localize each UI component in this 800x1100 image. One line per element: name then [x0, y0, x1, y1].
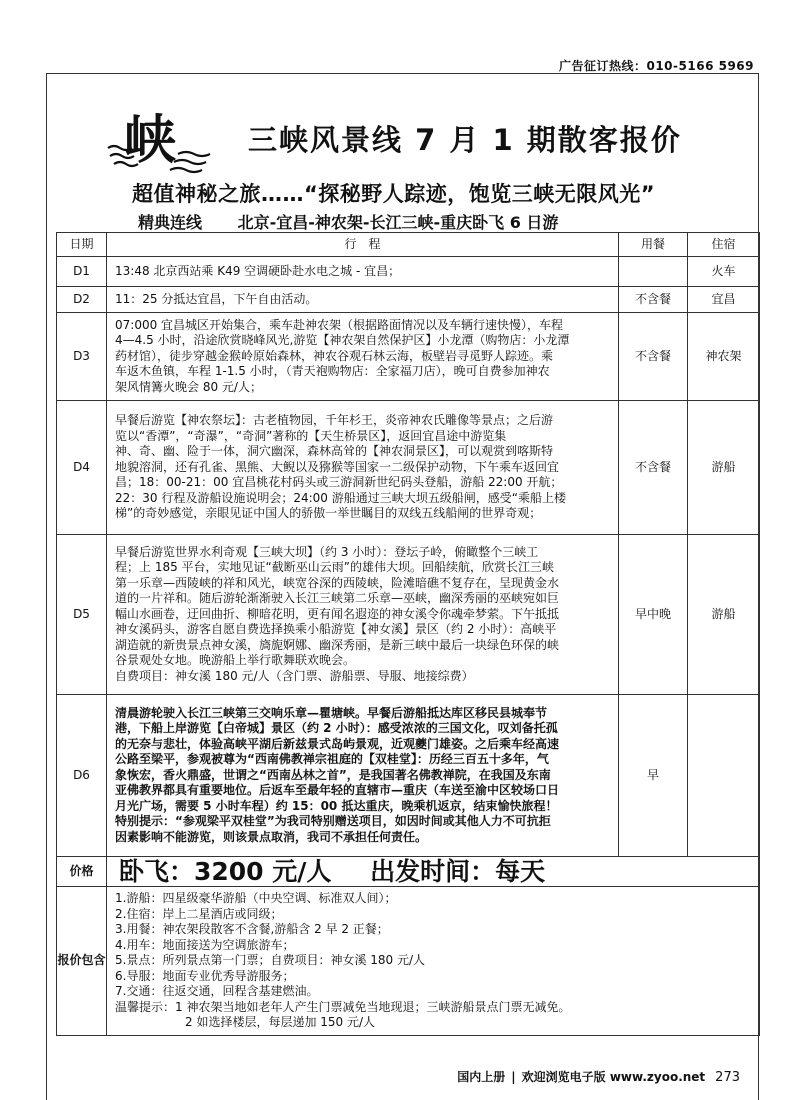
header-itinerary: 行 程 [107, 233, 619, 257]
itinerary-line: 11：25 分抵达宜昌，下午自由活动。 [115, 291, 318, 306]
itinerary-line: 车返木鱼镇，车程 1-1.5 小时，（青天袍购物店：全家福刀店），晚可自费参加神农 [115, 364, 550, 379]
itinerary-line: 象恢宏，香火鼎盛，世谓之“西南丛林之首”，是我国著名佛教禅院，在我国及东南 [115, 767, 551, 782]
itinerary-line: 览以“香潭”，“奇瀑”，“奇洞”著称的【天生桥景区】，返回宜昌途中游览集 [115, 428, 507, 443]
package-item: 温馨提示：1 神农架当地如老年人产生门票减免当地现退；三峡游船景点门票无减免。 [115, 999, 571, 1014]
price-row [57, 857, 760, 887]
itinerary-cell [107, 287, 619, 313]
package-item: 4.用车：地面接送为空调旅游车； [115, 937, 295, 952]
itinerary-cell [107, 535, 619, 695]
subtitle: 超值神秘之旅……“探秘野人踪迹，饱览三峡无限风光” [132, 182, 656, 206]
meal-cell [619, 257, 688, 287]
itinerary-line: 清晨游轮驶入长江三峡第三交响乐章—瞿塘峡。早餐后游船抵达库区移民县城奉节 [115, 705, 548, 720]
itinerary-line: 的无奈与悲壮，体验高峡平湖后新兹景式岛屿景观，近观夔门雄姿。之后乘车经高速 [115, 736, 560, 751]
price-cell [107, 857, 760, 887]
page-number: 273 [715, 1070, 740, 1085]
table-row [57, 401, 760, 535]
itinerary-line: 13:48 北京西站乘 K49 空调硬卧赴水电之城 - 宜昌； [115, 263, 401, 278]
day-cell: D2 [57, 287, 107, 313]
package-item: 5.景点：所列景点第一门票；自费项目：神女溪 180 元/人 [115, 953, 426, 967]
day-cell: D1 [57, 257, 107, 287]
header-day: 日期 [57, 233, 107, 257]
itinerary-line: 梯”的奇妙感觉，亲眼见证中国人的骄傲一举世瞩目的双线五线船闸的世界奇观； [115, 506, 542, 521]
route-label: 精典连线 [138, 213, 203, 232]
meal-cell: 早 [619, 695, 688, 857]
package-row [57, 887, 760, 1036]
itinerary-line: 程；上 185 平台，实地见证“截断巫山云雨”的雄伟大坝。回船续航，欣赏长江三峡 [115, 560, 554, 575]
page-footer: 国内上册 | 欢迎浏览电子版 www.zyoo.net 273 [457, 1070, 740, 1085]
package-item: 3.用餐：神农架段散客不含餐,游船含 2 早 2 正餐； [115, 922, 389, 936]
itinerary-line: 架风情篝火晚会 80 元/人； [115, 379, 262, 394]
table-row [57, 287, 760, 313]
itinerary-line: 早餐后游览【神农祭坛】：古老植物园，千年杉王，炎帝神农氏雕像等景点；之后游 [115, 413, 554, 428]
itinerary-line: 07:000 宜昌城区开始集合，乘车赴神农架（根据路面情况以及车辆行速快慢），车程 [115, 317, 564, 332]
package-item: 2.住宿：岸上二星酒店或同级； [115, 906, 283, 921]
itinerary-line: 早餐后游览世界水利奇观【三峡大坝】（约 3 小时）：登坛子岭，俯瞰整个三峡工 [115, 544, 539, 559]
price-label: 价格 [57, 857, 107, 887]
table-row [57, 313, 760, 401]
depart-time: 出发时间：每天 [370, 856, 546, 886]
table-row [57, 257, 760, 287]
package-item: 7.交通：往返交通，回程含基建燃油。 [115, 984, 319, 998]
itinerary-line: 药材馆），徒步穿越金猴岭原始森林，神农谷观石林云海，板壁岩寻觅野人踪迹。乘 [115, 348, 554, 363]
ad-hotline: 广告征订热线：010-5166 5969 [558, 59, 754, 73]
package-item: 6.导服：地面专业优秀导游服务； [115, 968, 295, 983]
special-note-line: 特别提示：“参观梁平双桂堂”为我司特别赠送项目，如因时间或其他人力不可抗拒 [115, 814, 551, 829]
day-cell: D4 [57, 401, 107, 535]
itinerary-line: 昌；18：00-21：00 宜昌桃花村码头或三游洞新世纪码头登船，游船 22:00 开航； [115, 475, 563, 490]
itinerary-cell [107, 257, 619, 287]
itinerary-line: 第一乐章—西陵峡的祥和风光，峡宽谷深的西陵峡，险滩暗礁不复存在，呈现黄金水 [115, 575, 560, 590]
itinerary-line: 亚佛教界都具有重要地位。后返车至最年轻的直辖市—重庆（车送至渝中区较场口日 [115, 783, 560, 798]
special-note-line: 因素影响不能游览，则该景点取消，我司不承担任何责任。 [115, 829, 428, 844]
itinerary-line: 地貌溶洞，还有孔雀、黑熊、大鲵以及猕猴等国家一二级保护动物，下午乘车返回宜 [115, 459, 560, 474]
itinerary-line: 幅山水画卷，迂回曲折、柳暗花明，更有闻名遐迩的神女溪令你魂牵梦萦。下午抵抵 [115, 606, 560, 621]
meal-cell: 不含餐 [619, 401, 688, 535]
itinerary-line: 神女溪码头，游客自愿自费选择换乘小船游览【神女溪】景区（约 2 小时）：高峡平 [115, 622, 557, 637]
meal-cell: 不含餐 [619, 287, 688, 313]
itinerary-line: 月光广场，需要 5 小时车程）约 15：00 抵达重庆，晚乘机返京，结束愉快旅程！ [115, 798, 558, 813]
footer-section: 国内上册 [457, 1070, 506, 1084]
table-row [57, 695, 760, 857]
route-line [138, 210, 558, 233]
package-cell [107, 887, 760, 1036]
day-cell: D3 [57, 313, 107, 401]
itinerary-line: 4—4.5 小时，沿途欣赏晓峰风光,游览【神农架自然保护区】小龙潭（购物店：小龙潭 [115, 333, 570, 348]
stay-cell [688, 695, 760, 857]
meal-cell: 不含餐 [619, 313, 688, 401]
header-meal: 用餐 [619, 233, 688, 257]
itinerary-cell [107, 401, 619, 535]
itinerary-line: 神、奇、幽、险于一体，洞穴幽深，森林高耸的【神农洞景区】，可以观赏到喀斯特 [115, 444, 554, 459]
table-row [57, 535, 760, 695]
stay-cell: 神农架 [688, 313, 760, 401]
itinerary-line: 22：30 行程及游船设施说明会；24:00 游船通过三峡大坝五级船闸，感受“乘船上楼 [115, 490, 566, 505]
itinerary-table [56, 232, 760, 1036]
itinerary-line: 港，下船上岸游览【白帝城】景区（约 2 小时）：感受浓浓的三国文化，叹刘备托孤 [115, 721, 558, 736]
stay-cell: 游船 [688, 401, 760, 535]
itinerary-line: 谷景观处女地。晚游船上举行歌舞联欢晚会。 [115, 653, 356, 668]
itinerary-cell [107, 695, 619, 857]
itinerary-cell [107, 313, 619, 401]
stay-cell: 火车 [688, 257, 760, 287]
page-title: 三峡风景线 7 月 1 期散客报价 [248, 123, 682, 157]
gorge-logo [106, 104, 216, 178]
itinerary-line: 自费项目：神女溪 180 元/人（含门票、游船票、导服、地接综费） [115, 668, 474, 683]
logo-character: 峡 [124, 110, 177, 171]
footer-website: 欢迎浏览电子版 www.zyoo.net [521, 1070, 706, 1084]
stay-cell: 宜昌 [688, 287, 760, 313]
day-cell: D6 [57, 695, 107, 857]
package-item: 1.游船：四星级豪华游船（中央空调、标准双人间）； [115, 891, 397, 905]
itinerary-line: 道的一片祥和。随后游轮渐渐驶入长江三峡第二乐章—巫峡，幽深秀丽的巫峡宛如巨 [115, 591, 560, 606]
price-text: 卧飞：3200 元/人 [119, 856, 332, 886]
header-stay: 住宿 [688, 233, 760, 257]
meal-cell: 早中晚 [619, 535, 688, 695]
table-header-row [57, 233, 760, 257]
stay-cell: 游船 [688, 535, 760, 695]
day-cell: D5 [57, 535, 107, 695]
route-text: 北京-宜昌-神农架-长江三峡-重庆卧飞 6 日游 [237, 213, 559, 232]
itinerary-line: 湖造就的新贵景点神女溪，旖旎婀娜、幽深秀丽，是新三峡中最后一块绿色环保的峡 [115, 637, 560, 652]
package-tip: 2 如选择楼层，每层递加 150 元/人 [185, 1015, 376, 1029]
package-label: 报价包含 [57, 887, 107, 1036]
itinerary-line: 公路至梁平，参观被尊为“西南佛教禅宗祖庭的【双桂堂】：历经三百五十多年，气 [115, 752, 549, 767]
